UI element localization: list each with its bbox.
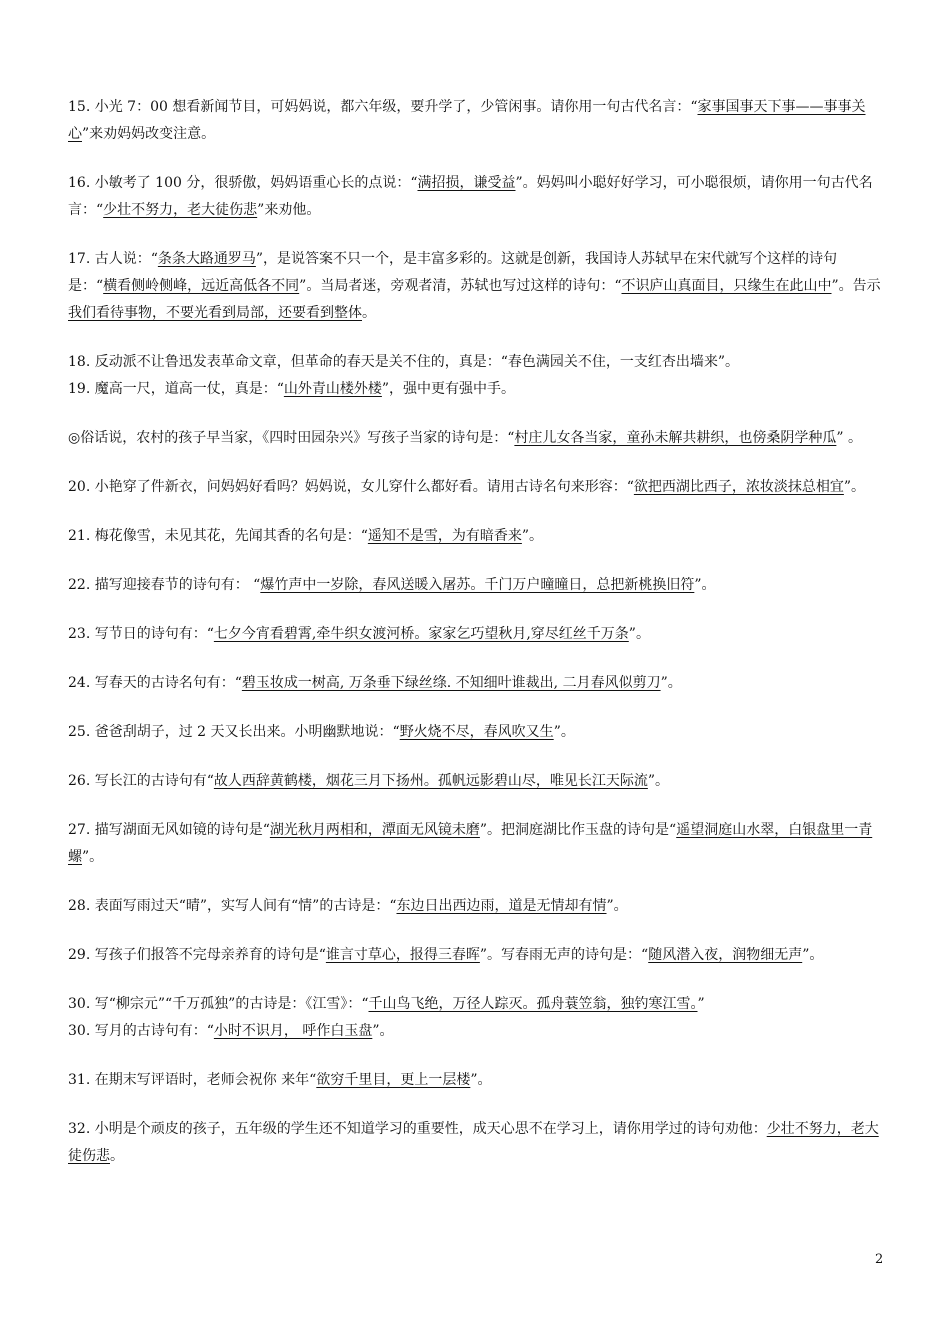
- text-run: ”。: [606, 898, 628, 914]
- entry-text: [68, 719, 886, 746]
- text-run: ◎俗话说，农村的孩子早当家，《四时田园杂兴》写孩子当家的诗句是：“: [68, 430, 515, 446]
- entry-22: [68, 572, 886, 599]
- underlined-answer: 我们看待事物，不要光看到局部，还要看到整体: [68, 305, 362, 321]
- entry-text: [68, 170, 886, 224]
- document-body: [68, 94, 886, 1192]
- text-run: ”。: [647, 773, 670, 789]
- text-run: 。: [110, 1148, 124, 1164]
- entry-proverb: [68, 425, 886, 452]
- entry-18: [68, 349, 886, 376]
- entry-text: [68, 621, 886, 648]
- text-run: ”。: [843, 479, 866, 495]
- entry-23: [68, 621, 886, 648]
- text-run: ”。: [694, 577, 716, 593]
- text-run: ”。: [553, 724, 575, 740]
- entry-32: [68, 1116, 886, 1170]
- underlined-answer: 千山鸟飞绝，万径人踪灭。孤舟蓑笠翁，独钓寒江雪。: [368, 996, 698, 1012]
- entry-text: [68, 893, 886, 920]
- underlined-answer: 横看侧岭侧峰，远近高低各不同: [103, 278, 300, 294]
- text-run: 21. 梅花像雪，未见其花，先闻其香的名句是：“: [68, 528, 368, 544]
- text-run: ”: [697, 996, 705, 1012]
- text-run: ”。写春雨无声的诗句是：“: [479, 947, 649, 963]
- text-run: 20. 小艳穿了件新衣，问妈妈好看吗？妈妈说，女儿穿什么都好看。请用古诗名句来形容：“: [68, 479, 634, 495]
- text-run: 27. 描写湖面无风如镜的诗句是“: [68, 822, 270, 838]
- underlined-answer: 爆竹声中一岁除，春风送暖入屠苏。千门万户曈曈日，总把新桃换旧符: [260, 577, 695, 593]
- entry-text: [68, 349, 886, 376]
- text-run: 17. 古人说：“: [68, 251, 158, 267]
- text-run: ”。: [470, 1072, 492, 1088]
- text-run: 23. 写节日的诗句有：“: [68, 626, 214, 642]
- entry-17: [68, 246, 886, 327]
- underlined-answer: 少壮不努力，老大徒伤悲: [103, 202, 258, 218]
- text-run: 18. 反动派不让鲁迅发表革命文章，但革命的春天是关不住的，真是：“春色满园关不住，一支红杏出墙来”。: [68, 354, 740, 370]
- entry-25: [68, 719, 886, 746]
- entry-text: [68, 425, 886, 452]
- entry-16: [68, 170, 886, 224]
- text-run: ”。: [372, 1023, 394, 1039]
- entry-text: [68, 942, 886, 969]
- text-run: 22. 描写迎接春节的诗句有： “: [68, 577, 261, 593]
- underlined-answer: 条条大路通罗马: [157, 251, 256, 267]
- entry-15: [68, 94, 886, 148]
- text-run: ”。当局者迷，旁观者清，苏轼也写过这样的诗句：“: [299, 278, 622, 294]
- underlined-answer: 欲穷千里目，更上一层楼: [316, 1072, 471, 1088]
- underlined-answer: 湖光秋月两相和，潭面无风镜未磨: [269, 822, 480, 838]
- text-run: ”。告示: [831, 278, 881, 294]
- underlined-answer: 谁言寸草心，报得三春晖: [325, 947, 480, 963]
- text-run: 31. 在期末写评语时，老师会祝你 来年“: [68, 1072, 317, 1088]
- text-run: ”。把洞庭湖比作玉盘的诗句是“: [479, 822, 677, 838]
- entry-20: [68, 474, 886, 501]
- underlined-answer: 故人西辞黄鹤楼，烟花三月下扬州。孤帆远影碧山尽，唯见长江天际流: [213, 773, 648, 789]
- underlined-answer: 欲把西湖比西子，浓妆淡抹总相宜: [633, 479, 844, 495]
- text-run: 16. 小敏考了 100 分，很骄傲，妈妈语重心长的点说：“: [68, 175, 418, 191]
- underlined-answer: 少壮不努力，老大徒伤悲: [68, 1121, 879, 1164]
- underlined-answer: 遥知不是雪，为有暗香来: [367, 528, 522, 544]
- text-run: 19. 魔高一尺，道高一仗，真是：“: [68, 381, 284, 397]
- text-run: 32. 小明是个顽皮的孩子，五年级的学生还不知道学习的重要性，成天心思不在学习上，请你用学过的诗句劝他：: [68, 1121, 767, 1137]
- entry-text: [68, 768, 886, 795]
- text-run: ”来劝他。: [257, 202, 321, 218]
- text-run: ”。: [82, 849, 104, 865]
- entry-text: [68, 670, 886, 697]
- underlined-answer: 东边日出西边雨，道是无情却有情: [396, 898, 607, 914]
- underlined-answer: 随风潜入夜，润物细无声: [648, 947, 803, 963]
- entry-text: [68, 523, 886, 550]
- entry-text: [68, 1018, 886, 1045]
- entry-24: [68, 670, 886, 697]
- text-run: ”。: [628, 626, 650, 642]
- page-number: 2: [875, 1252, 884, 1267]
- entry-text: [68, 94, 886, 148]
- text-run: ”，是说答案不只一个，是丰富多彩的。这就是创新，我国诗人苏轼早在宋代就写个这样的诗句是：“: [68, 251, 838, 294]
- text-run: 30. 写月的古诗句有：“: [68, 1023, 214, 1039]
- text-run: ”。: [521, 528, 544, 544]
- entry-26: [68, 768, 886, 795]
- entry-text: [68, 572, 886, 599]
- text-run: 30. 写“柳宗元”“千万孤独”的古诗是：《江雪》：“: [68, 996, 369, 1012]
- text-run: 25. 爸爸刮胡子，过 2 天又长出来。小明幽默地说：“: [68, 724, 400, 740]
- entry-30a: [68, 991, 886, 1018]
- underlined-answer: 遥望洞庭山水翠，白银盘里一青螺: [68, 822, 873, 865]
- entry-text: [68, 1116, 886, 1170]
- text-run: 24. 写春天的古诗名句有：“: [68, 675, 242, 691]
- text-run: 。: [362, 305, 376, 321]
- underlined-answer: 小时不识月， 呼作白玉盘: [213, 1023, 373, 1039]
- entry-19: [68, 376, 886, 403]
- entry-28: [68, 893, 886, 920]
- text-run: 28. 表面写雨过天“晴”，实写人间有“情”的古诗是：“: [68, 898, 397, 914]
- entry-31: [68, 1067, 886, 1094]
- underlined-answer: 碧玉妆成一树高, 万条垂下绿丝绦. 不知细叶谁裁出, 二月春风似剪刀: [241, 675, 661, 691]
- text-run: ”。: [660, 675, 682, 691]
- entry-text: [68, 376, 886, 403]
- entry-text: [68, 817, 886, 871]
- underlined-answer: 七夕今宵看碧霄,牵牛织女渡河桥。家家乞巧望秋月,穿尽红丝千万条: [213, 626, 629, 642]
- underlined-answer: 不识庐山真面目，只缘生在此山中: [621, 278, 832, 294]
- text-run: ”。: [802, 947, 824, 963]
- text-run: 29. 写孩子们报答不完母亲养育的诗句是“: [68, 947, 326, 963]
- entry-text: [68, 1067, 886, 1094]
- entry-text: [68, 246, 886, 327]
- entry-21: [68, 523, 886, 550]
- entry-29: [68, 942, 886, 969]
- text-run: ”。妈妈叫小聪好好学习，可小聪很烦，请你用一句古代名言：“: [68, 175, 873, 218]
- text-run: ”来劝妈妈改变注意。: [82, 126, 216, 142]
- underlined-answer: 家事国事天下事——事事关心: [68, 99, 866, 142]
- text-run: ”，强中更有强中手。: [381, 381, 516, 397]
- underlined-answer: 满招损，谦受益: [417, 175, 516, 191]
- text-run: 26. 写长江的古诗句有“: [68, 773, 214, 789]
- entry-text: [68, 991, 886, 1018]
- underlined-answer: 野火烧不尽，春风吹又生: [399, 724, 554, 740]
- underlined-answer: 村庄儿女各当家，童孙未解共耕织，也傍桑阴学种瓜: [514, 430, 837, 446]
- entry-text: [68, 474, 886, 501]
- underlined-answer: 山外青山楼外楼: [283, 381, 382, 397]
- text-run: 15. 小光 7：00 想看新闻节目，可妈妈说，都六年级，要升学了，少管闲事。请你用一句古代名言：“: [68, 99, 698, 115]
- entry-27: [68, 817, 886, 871]
- text-run: ” 。: [836, 430, 862, 446]
- entry-30b: [68, 1018, 886, 1045]
